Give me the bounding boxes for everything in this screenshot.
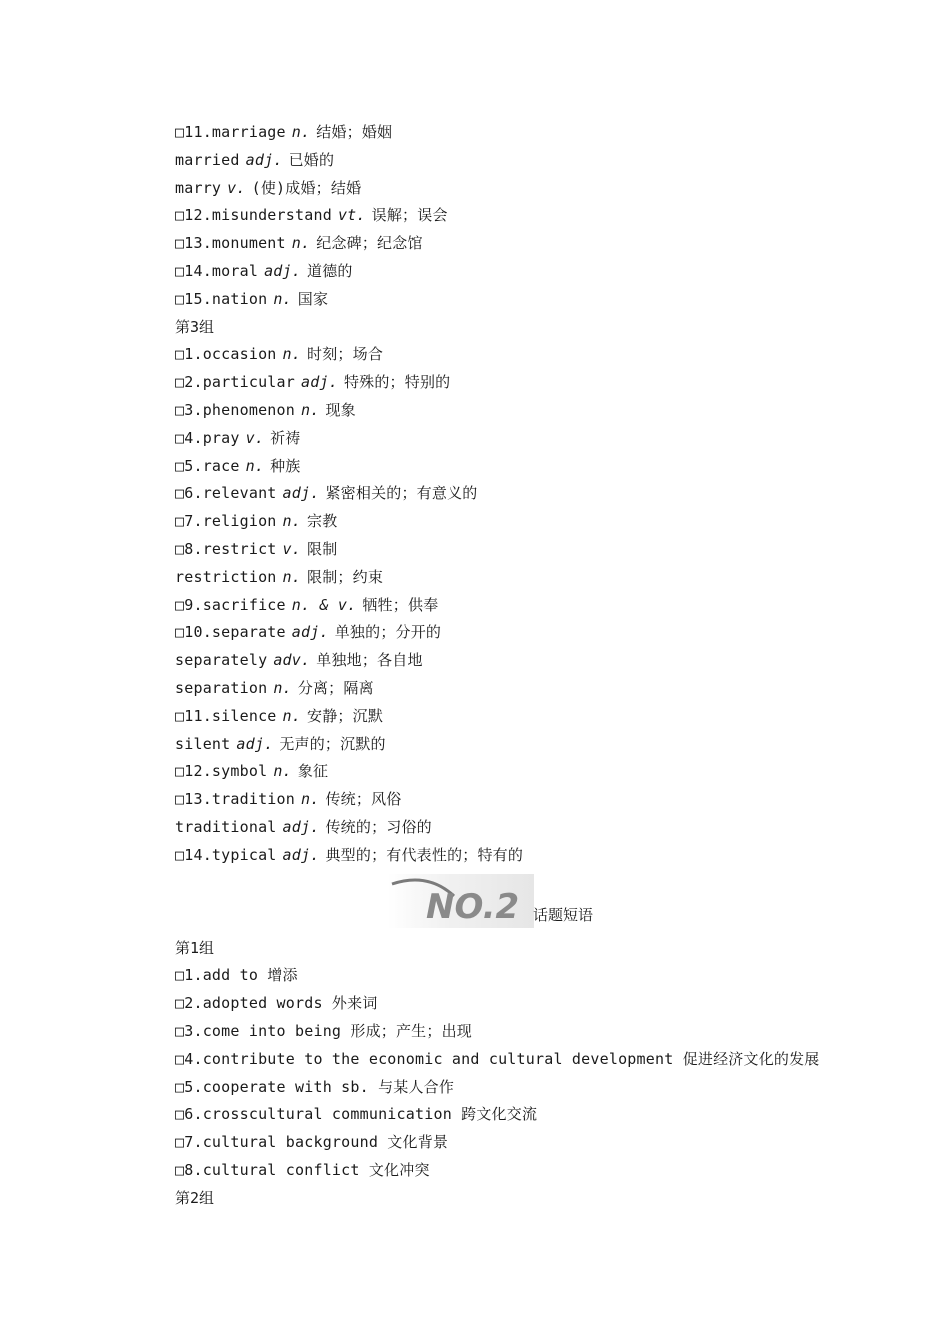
- part-of-speech: v.: [282, 539, 302, 558]
- vocab-entry: [175, 536, 875, 564]
- vocab-meaning: 安静；沉默: [307, 706, 384, 725]
- phrase-entry: □4.contribute to the economic and cultural development 促进经济文化的发展: [175, 1049, 820, 1068]
- vocab-entry: [175, 703, 875, 731]
- vocab-word: □6.relevant: [175, 484, 277, 503]
- vocab-meaning: 宗教: [307, 512, 338, 531]
- part-of-speech: n.: [301, 400, 320, 419]
- part-of-speech: adj.: [282, 845, 320, 864]
- no2-logo-text: NO.2: [426, 886, 520, 927]
- vocab-word: separation: [175, 678, 268, 697]
- phrase-entry: □6.crosscultural communication 跨文化交流: [175, 1105, 538, 1124]
- part-of-speech: v.: [245, 428, 265, 447]
- vocab-word: □15.nation: [175, 289, 268, 308]
- topic-phrases-label: 话题短语: [533, 905, 594, 924]
- vocab-entry: [175, 286, 875, 314]
- vocab-entry: [175, 397, 875, 425]
- vocab-word: separately: [175, 651, 268, 670]
- vocab-word: □4.pray: [175, 428, 240, 447]
- vocab-meaning: 典型的；有代表性的；特有的: [325, 845, 524, 864]
- vocab-word: □12.misunderstand: [175, 206, 332, 225]
- part-of-speech: n.: [245, 456, 265, 475]
- vocab-meaning: 国家: [297, 289, 329, 308]
- vocab-word: □13.monument: [175, 234, 286, 253]
- vocab-meaning: 纪念碑；纪念馆: [316, 234, 423, 253]
- vocab-entry: [175, 647, 875, 675]
- vocab-meaning: 单独地；各自地: [316, 651, 423, 670]
- vocab-word: traditional: [175, 817, 277, 836]
- part-of-speech: vt.: [337, 206, 366, 225]
- vocab-entry: [175, 564, 875, 592]
- vocab-word: □14.moral: [175, 261, 259, 280]
- vocab-word: □12.symbol: [175, 762, 268, 781]
- vocab-meaning: 传统；风俗: [325, 790, 402, 809]
- part-of-speech: n.: [273, 289, 292, 308]
- vocab-entry: [175, 675, 875, 703]
- vocab-entry: [175, 619, 875, 647]
- vocab-meaning: 误解；误会: [371, 206, 448, 225]
- vocab-entry: [175, 341, 875, 369]
- vocab-entry: [175, 842, 875, 870]
- vocab-group-3: [175, 341, 875, 869]
- vocab-word: □11.marriage: [175, 123, 286, 141]
- part-of-speech: n.: [301, 790, 320, 809]
- vocab-entry: [175, 175, 875, 203]
- vocab-meaning: 结婚；婚姻: [316, 123, 393, 141]
- part-of-speech: v.: [227, 178, 246, 197]
- vocab-word: restriction: [175, 567, 277, 586]
- vocab-word: □8.restrict: [175, 539, 277, 558]
- vocab-entry: [175, 230, 875, 258]
- phrase-entry: □3.come into being 形成；产生；出现: [175, 1021, 472, 1040]
- part-of-speech: n.: [291, 123, 311, 141]
- no2-logo-icon: [388, 874, 534, 928]
- vocab-meaning: 分离；隔离: [297, 678, 374, 697]
- topic-phrases-banner: [175, 870, 875, 935]
- vocab-meaning: 已婚的: [288, 150, 335, 169]
- vocab-meaning: 传统的；习俗的: [325, 817, 432, 836]
- vocab-entry: [175, 369, 875, 397]
- vocab-entry: [175, 592, 875, 620]
- vocab-entry: [175, 731, 875, 759]
- part-of-speech: n.: [273, 678, 292, 697]
- vocab-section-continued: [175, 119, 875, 314]
- vocab-entry: [175, 119, 875, 147]
- part-of-speech: n.: [273, 762, 292, 781]
- group-2-heading: 第2组: [175, 1188, 215, 1207]
- vocab-word: □1.occasion: [175, 345, 277, 364]
- part-of-speech: n.: [282, 706, 302, 725]
- vocab-meaning: 现象: [325, 400, 356, 419]
- vocab-meaning: 紧密相关的；有意义的: [325, 484, 478, 503]
- part-of-speech: n.: [291, 234, 311, 253]
- vocab-meaning: (使)成婚；结婚: [251, 178, 362, 197]
- vocab-entry: [175, 453, 875, 481]
- vocab-meaning: 限制: [307, 539, 338, 558]
- vocab-meaning: 种族: [270, 456, 301, 475]
- part-of-speech: n.: [282, 567, 302, 586]
- part-of-speech: adj.: [282, 817, 320, 836]
- vocab-entry: [175, 258, 875, 286]
- vocab-meaning: 牺牲；供奉: [362, 595, 439, 614]
- part-of-speech: n.: [282, 345, 302, 364]
- vocab-word: □7.religion: [175, 512, 277, 531]
- vocab-entry: [175, 814, 875, 842]
- part-of-speech: adv.: [273, 651, 311, 670]
- vocab-entry: [175, 202, 875, 230]
- vocab-meaning: 祈祷: [270, 428, 301, 447]
- part-of-speech: adj.: [245, 150, 283, 169]
- phrase-entry: □8.cultural conflict 文化冲突: [175, 1160, 430, 1179]
- vocab-meaning: 单独的；分开的: [334, 623, 442, 642]
- vocabulary-list: [175, 119, 875, 1212]
- vocab-word: □9.sacrifice: [175, 595, 286, 614]
- vocab-entry: [175, 786, 875, 814]
- part-of-speech: n.: [282, 512, 302, 531]
- vocab-entry: [175, 508, 875, 536]
- vocab-word: □2.particular: [175, 373, 295, 392]
- vocab-meaning: 无声的；沉默的: [279, 734, 386, 753]
- part-of-speech: adj.: [301, 373, 338, 392]
- vocab-word: □13.tradition: [175, 790, 295, 809]
- phrase-entry: □5.cooperate with sb. 与某人合作: [175, 1077, 455, 1096]
- phrase-entry: □2.adopted words 外来词: [175, 994, 378, 1013]
- part-of-speech: adj.: [282, 484, 320, 503]
- vocab-meaning: 道德的: [307, 261, 353, 280]
- phrase-list: [175, 962, 875, 1184]
- vocab-word: □11.silence: [175, 706, 277, 725]
- vocab-word: □10.separate: [175, 623, 286, 642]
- vocab-meaning: 限制；约束: [307, 567, 384, 586]
- vocab-word: marry: [175, 178, 222, 197]
- vocab-word: □3.phenomenon: [175, 400, 295, 419]
- part-of-speech: adj.: [236, 734, 274, 753]
- vocab-entry: [175, 480, 875, 508]
- vocab-word: □14.typical: [175, 845, 277, 864]
- group-1-heading: 第1组: [175, 938, 215, 957]
- phrase-entry: □7.cultural background 文化背景: [175, 1133, 449, 1152]
- vocab-word: married: [175, 150, 240, 169]
- vocab-entry: [175, 425, 875, 453]
- vocab-word: silent: [175, 734, 231, 753]
- group-3-heading: 第3组: [175, 317, 215, 336]
- vocab-entry: [175, 147, 875, 175]
- part-of-speech: n. & v.: [291, 595, 357, 614]
- vocab-word: □5.race: [175, 456, 240, 475]
- vocab-meaning: 象征: [297, 762, 329, 781]
- vocab-meaning: 时刻；场合: [307, 345, 384, 364]
- vocab-meaning: 特殊的；特别的: [343, 373, 451, 392]
- vocab-entry: [175, 758, 875, 786]
- phrase-entry: □1.add to 增添: [175, 966, 298, 985]
- part-of-speech: adj.: [291, 623, 329, 642]
- part-of-speech: adj.: [264, 261, 302, 280]
